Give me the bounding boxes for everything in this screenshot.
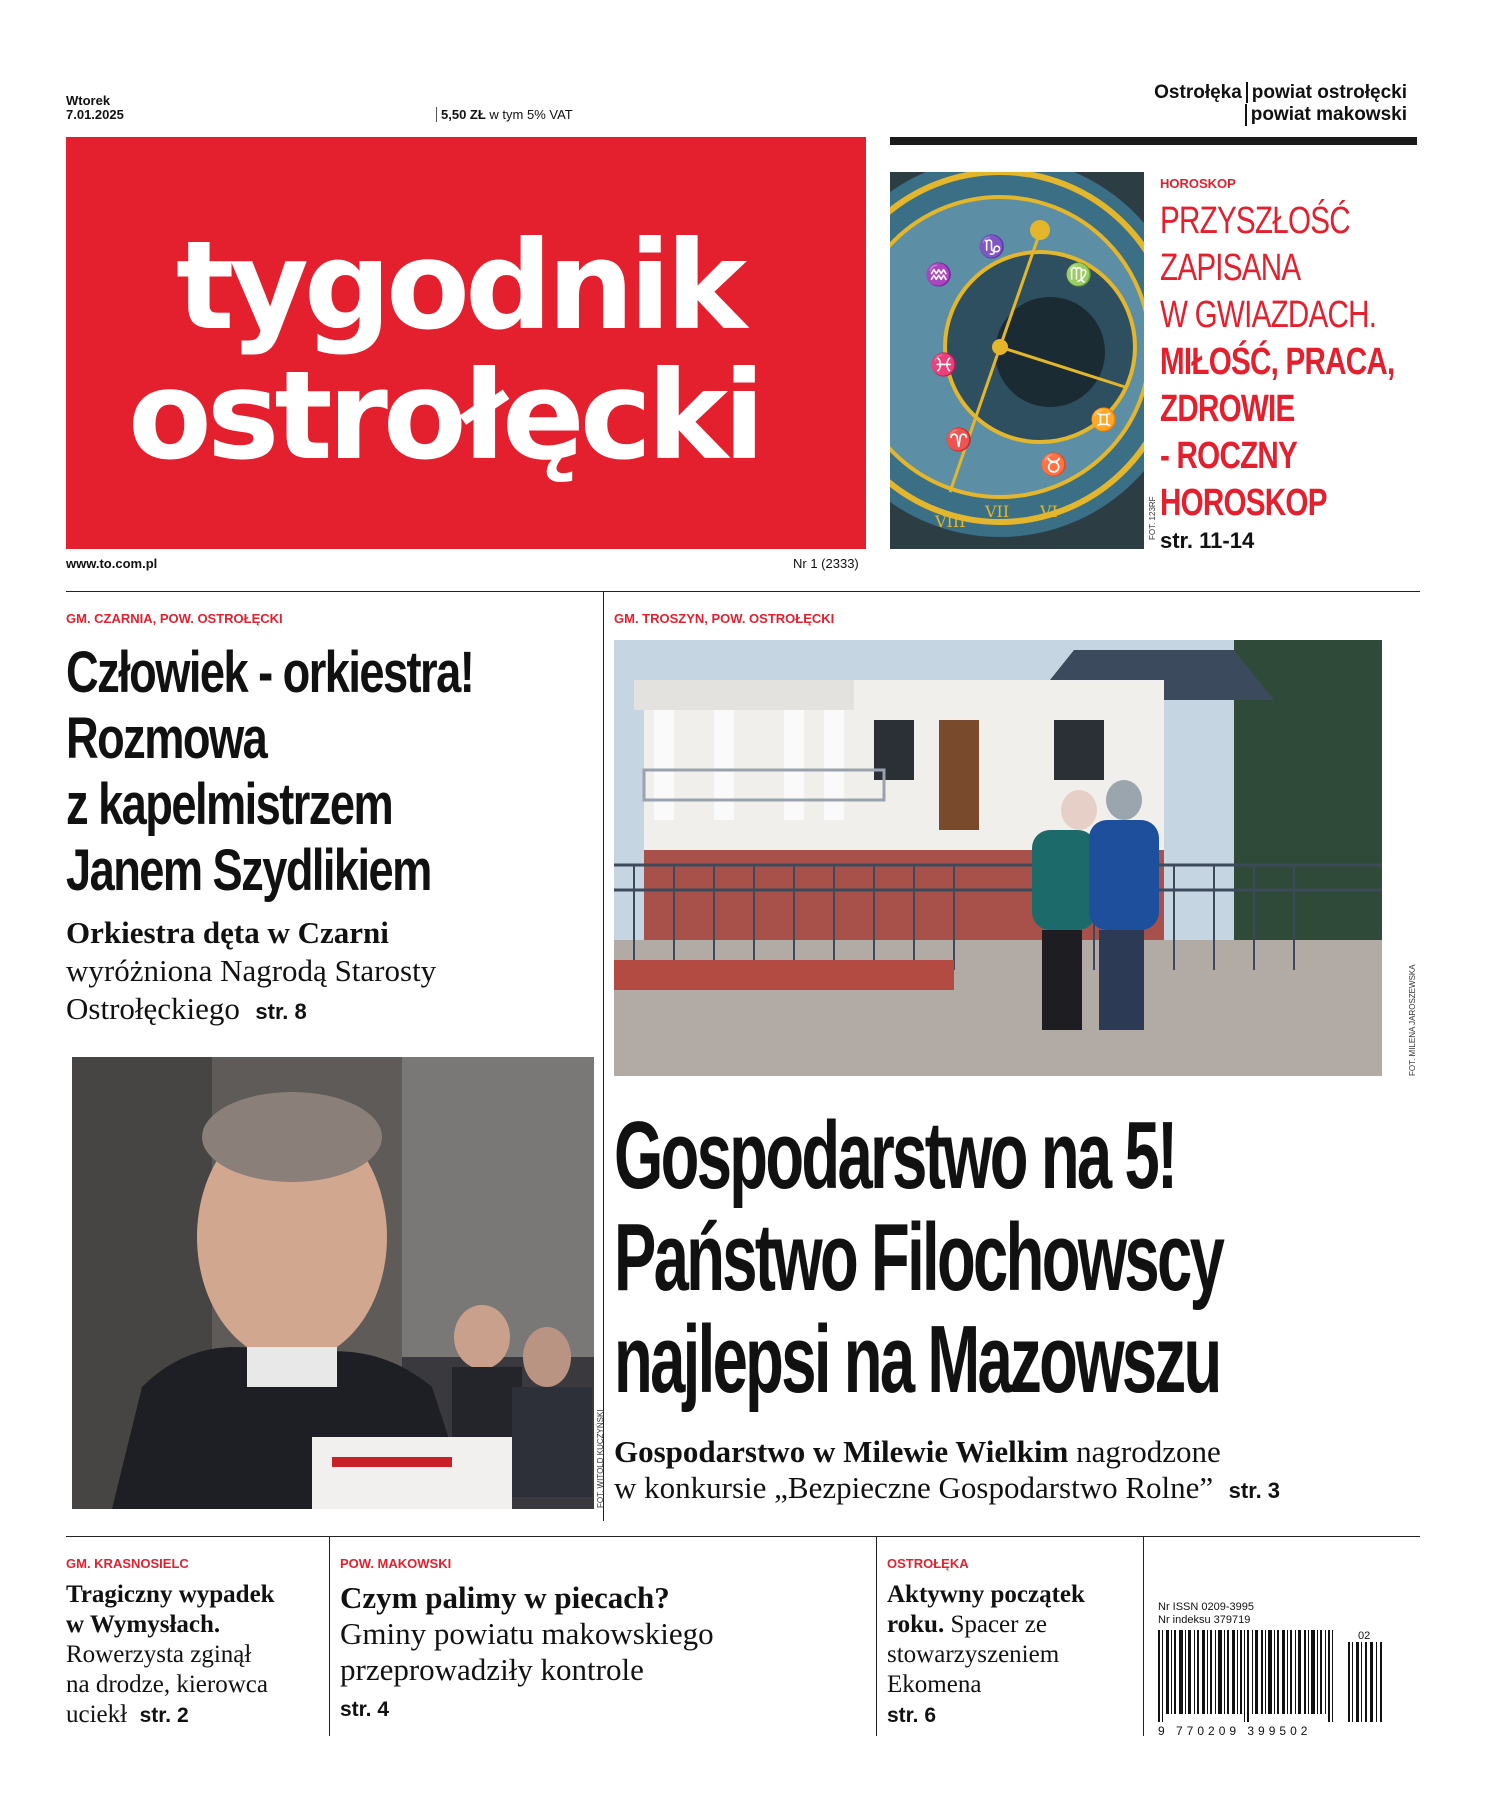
- barcode-number: 9 770209 399502: [1158, 1724, 1312, 1738]
- right-story-page-ref[interactable]: str. 3: [1228, 1478, 1281, 1503]
- left-dek-bold: Orkiestra dęta w Czarni: [66, 915, 389, 950]
- region-county-makow: powiat makowski: [1245, 104, 1407, 126]
- horoscope-head-line7: HOROSKOP: [1160, 482, 1327, 524]
- region-city: Ostrołęka: [1154, 82, 1248, 103]
- col3-line3: stowarzyszeniem: [887, 1641, 1060, 1668]
- svg-text:VIII: VIII: [935, 512, 966, 531]
- left-head-line2: Rozmowa: [66, 706, 267, 771]
- barcode-addon: 02: [1358, 1630, 1371, 1642]
- horoscope-photo-credit: FOT. 123RF: [1148, 496, 1157, 540]
- bottom-divider-2: [876, 1536, 877, 1736]
- horoscope-headline[interactable]: [1160, 198, 1425, 527]
- barcode-icon: [1158, 1630, 1420, 1722]
- publication-identifiers: [1158, 1601, 1254, 1627]
- weekday: Wtorek: [66, 93, 111, 108]
- issue-number: Nr 1 (2333): [793, 556, 859, 571]
- horoscope-head-line5: ZDROWIE: [1160, 388, 1295, 430]
- right-story-label: GM. TROSZYN, POW. OSTROŁĘCKI: [614, 611, 835, 626]
- website-link[interactable]: www.to.com.pl: [66, 556, 158, 571]
- svg-text:♉: ♉: [1040, 453, 1068, 478]
- right-head-line3: najlepsi na Mazowszu: [614, 1306, 1220, 1413]
- right-story-headline[interactable]: [614, 1102, 1472, 1413]
- col1-bold1: Tragiczny wypadek: [66, 1581, 275, 1608]
- col3-page-ref[interactable]: str. 6: [887, 1704, 937, 1727]
- section-rule: [66, 591, 1420, 592]
- right-dek-line2: w konkursie „Bezpieczne Gospodarstwo Rolne”: [614, 1470, 1214, 1505]
- top-rule: [890, 137, 1417, 145]
- bottom-col3-label: OSTROŁĘKA: [887, 1556, 969, 1571]
- price-vat: w tym 5% VAT: [489, 107, 573, 122]
- horoscope-head-line6: - ROCZNY: [1160, 435, 1298, 477]
- col2-line3: przeprowadziły kontrole: [340, 1652, 644, 1687]
- left-head-line1: Człowiek - orkiestra!: [66, 640, 474, 705]
- svg-text:♊: ♊: [1090, 408, 1118, 433]
- right-head-line2: Państwo Filochowscy: [614, 1204, 1223, 1311]
- bottom-col3-story[interactable]: [887, 1580, 1139, 1731]
- left-head-line3: z kapelmistrzem: [66, 772, 393, 837]
- left-story-label: GM. CZARNIA, POW. OSTROŁĘCKI: [66, 611, 283, 626]
- farmhouse-photo[interactable]: [614, 640, 1382, 1076]
- horoscope-head-line4: MIŁOŚĆ, PRACA,: [1160, 341, 1395, 383]
- left-dek-line3: Ostrołęckiego: [66, 991, 240, 1026]
- col1-line5: uciekł: [66, 1701, 128, 1728]
- regions: [1154, 82, 1407, 126]
- svg-text:♓: ♓: [930, 353, 958, 378]
- right-story-dek: [614, 1434, 1420, 1509]
- svg-text:VII: VII: [985, 502, 1010, 521]
- price: [436, 107, 573, 122]
- svg-text:♈: ♈: [945, 428, 973, 453]
- index-number: Nr indeksu 379719: [1158, 1614, 1251, 1626]
- col3-bold1: Aktywny początek: [887, 1581, 1085, 1608]
- col1-line4: na drodze, kierowca: [66, 1671, 268, 1698]
- masthead-line2: ostrołęcki: [128, 345, 761, 487]
- right-dek-bold: Gospodarstwo w Milewie Wielkim: [614, 1434, 1069, 1469]
- horoscope-head-line3: W GWIAZDACH.: [1160, 294, 1377, 336]
- col3-bold2: roku.: [887, 1611, 945, 1638]
- astronomical-clock-photo[interactable]: [890, 172, 1144, 549]
- bandmaster-photo[interactable]: [72, 1057, 594, 1509]
- left-story-page-ref[interactable]: str. 8: [255, 999, 307, 1024]
- clock-illustration: [890, 172, 1144, 549]
- left-story-headline[interactable]: [66, 640, 550, 904]
- right-photo-credit: FOT. MILENA JAROSZEWSKA: [1408, 964, 1417, 1076]
- bottom-col2-story[interactable]: [340, 1580, 870, 1728]
- left-photo-credit: FOT. WITOLD KUCZYŃSKI: [596, 1409, 605, 1508]
- col1-bold2: w Wymysłach.: [66, 1611, 221, 1638]
- bandmaster-illustration: [72, 1057, 594, 1509]
- left-head-line4: Janem Szydlikiem: [66, 838, 431, 903]
- bottom-col2-label: POW. MAKOWSKI: [340, 1556, 452, 1571]
- horoscope-head-line1: PRZYSZŁOŚĆ: [1160, 200, 1350, 242]
- svg-text:♍: ♍: [1065, 263, 1093, 288]
- svg-text:♑: ♑: [978, 235, 1006, 260]
- bottom-rule: [66, 1536, 1420, 1537]
- col2-line2: Gminy powiatu makowskiego: [340, 1616, 714, 1651]
- horoscope-page-ref[interactable]: str. 11-14: [1160, 528, 1255, 553]
- right-dek-rest: nagrodzone: [1076, 1434, 1221, 1469]
- svg-text:VI: VI: [1040, 502, 1058, 521]
- issue-date: [66, 94, 124, 122]
- col2-bold1: Czym palimy w piecach?: [340, 1580, 670, 1615]
- issn: Nr ISSN 0209-3995: [1158, 1601, 1254, 1613]
- horoscope-head-line2: ZAPISANA: [1160, 247, 1301, 289]
- masthead[interactable]: [66, 137, 866, 549]
- bottom-col1-label: GM. KRASNOSIELC: [66, 1556, 189, 1571]
- farmhouse-illustration: [614, 640, 1382, 1076]
- masthead-line1: tygodnik: [176, 215, 743, 357]
- region-county-ostroleka: powiat ostrołęcki: [1251, 82, 1407, 103]
- col2-page-ref[interactable]: str. 4: [340, 1698, 390, 1721]
- svg-text:♒: ♒: [925, 263, 953, 288]
- left-dek-line2: wyróżniona Nagrodą Starosty: [66, 953, 437, 988]
- column-divider: [603, 591, 604, 1521]
- bottom-divider-3: [1143, 1536, 1144, 1736]
- bottom-col1-story[interactable]: [66, 1580, 326, 1731]
- left-story-dek: [66, 914, 566, 1031]
- right-head-line1: Gospodarstwo na 5!: [614, 1102, 1176, 1209]
- col3-rest2: Spacer ze: [950, 1611, 1047, 1638]
- col3-line4: Ekomena: [887, 1671, 982, 1698]
- date: 7.01.2025: [66, 107, 124, 122]
- horoscope-label: HOROSKOP: [1160, 176, 1236, 191]
- col1-page-ref[interactable]: str. 2: [139, 1704, 189, 1727]
- col1-line3: Rowerzysta zginął: [66, 1641, 252, 1668]
- price-value: 5,50 ZŁ: [441, 107, 486, 122]
- bottom-divider-1: [329, 1536, 330, 1736]
